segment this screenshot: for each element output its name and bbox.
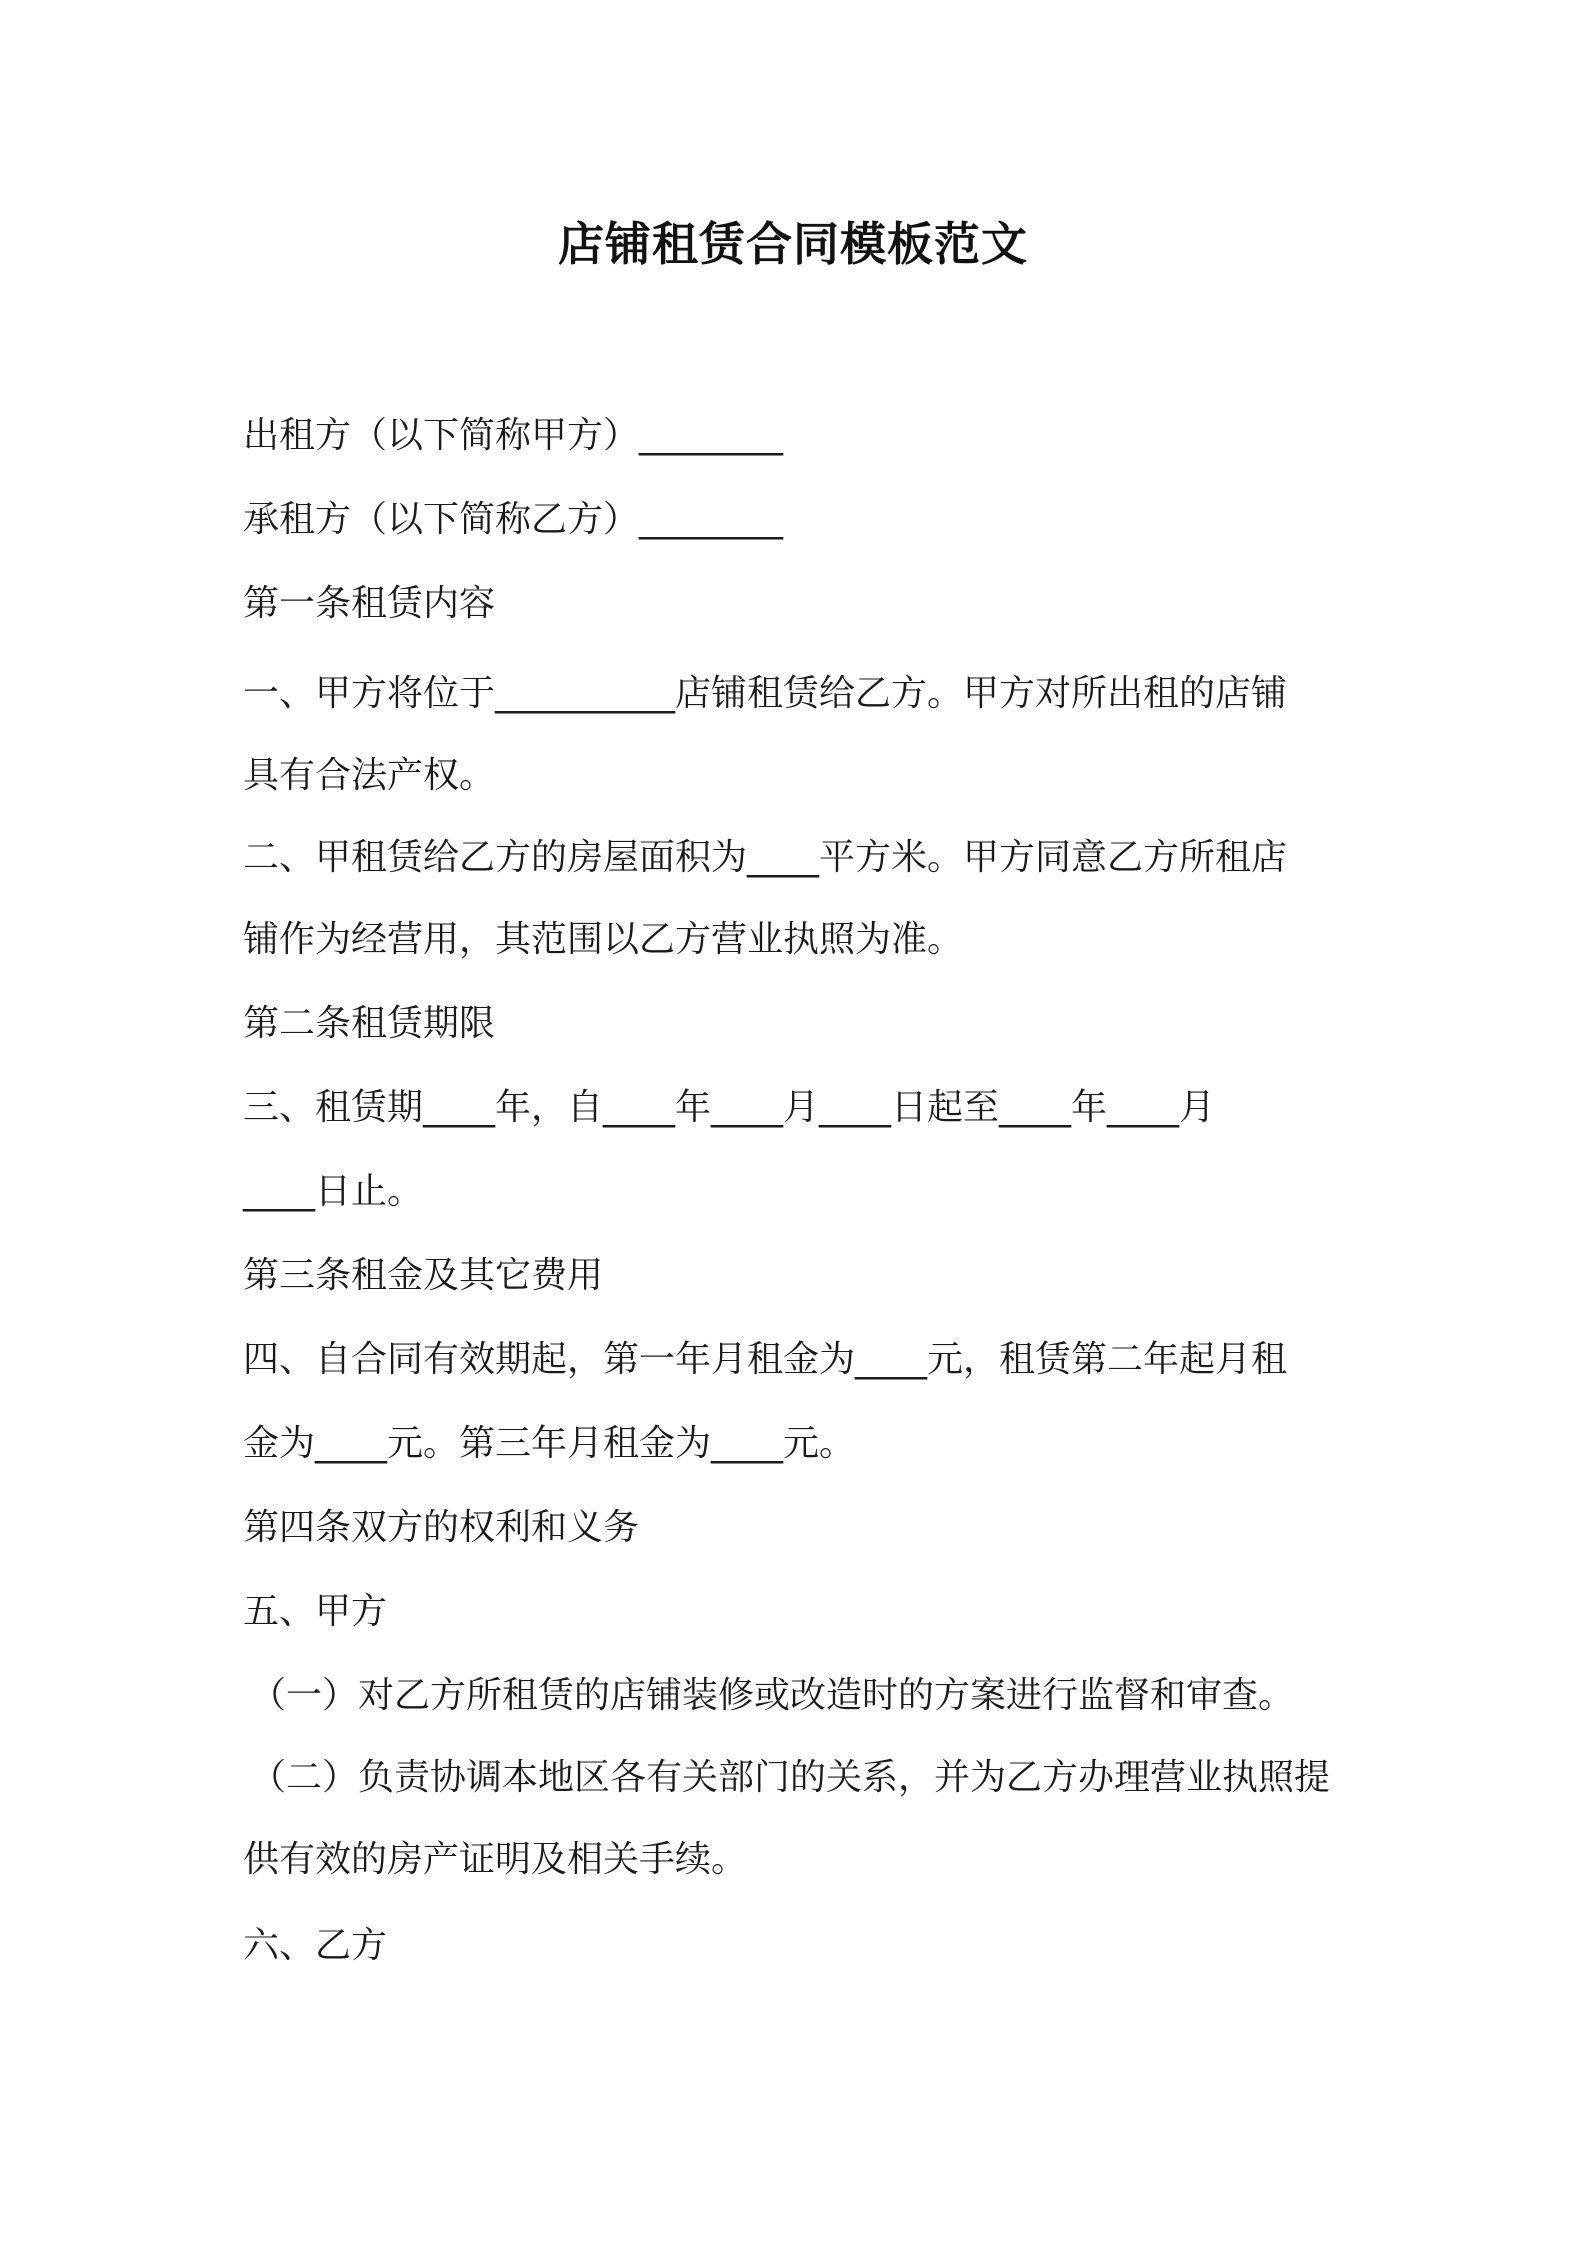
clause-3-line-2: ____日止。 xyxy=(243,1171,424,1212)
clause-2-line-2: 铺作为经营用，其范围以乙方营业执照为准。 xyxy=(243,919,964,960)
party-b-heading: 六、乙方 xyxy=(243,1925,388,1966)
lessor-line: 出租方（以下简称甲方）________ xyxy=(243,415,784,456)
article-3-heading: 第三条租金及其它费用 xyxy=(243,1255,604,1296)
party-a-item-2-line-2: 供有效的房产证明及相关手续。 xyxy=(243,1839,748,1880)
article-2-heading: 第二条租赁期限 xyxy=(243,1003,496,1044)
article-4-heading: 第四条双方的权利和义务 xyxy=(243,1507,640,1548)
party-a-item-1: （一）对乙方所租赁的店铺装修或改造时的方案进行监督和审查。 xyxy=(250,1675,1295,1716)
clause-1-line-1: 一、甲方将位于__________店铺租赁给乙方。甲方对所出租的店铺 xyxy=(243,673,1288,714)
lessee-line: 承租方（以下简称乙方）________ xyxy=(243,499,784,540)
article-1-heading: 第一条租赁内容 xyxy=(243,583,496,624)
party-a-item-2-line-1: （二）负责协调本地区各有关部门的关系，并为乙方办理营业执照提 xyxy=(250,1757,1331,1798)
party-a-heading: 五、甲方 xyxy=(243,1591,388,1632)
clause-4-line-1: 四、自合同有效期起，第一年月租金为____元，租赁第二年起月租 xyxy=(243,1339,1288,1380)
document-title: 店铺租赁合同模板范文 xyxy=(558,217,1028,271)
clause-2-line-1: 二、甲租赁给乙方的房屋面积为____平方米。甲方同意乙方所租店 xyxy=(243,837,1288,878)
clause-3-line-1: 三、租赁期____年，自____年____月____日起至____年____月 xyxy=(243,1087,1216,1128)
clause-1-line-2: 具有合法产权。 xyxy=(243,755,496,796)
clause-4-line-2: 金为____元。第三年月租金为____元。 xyxy=(243,1423,856,1464)
